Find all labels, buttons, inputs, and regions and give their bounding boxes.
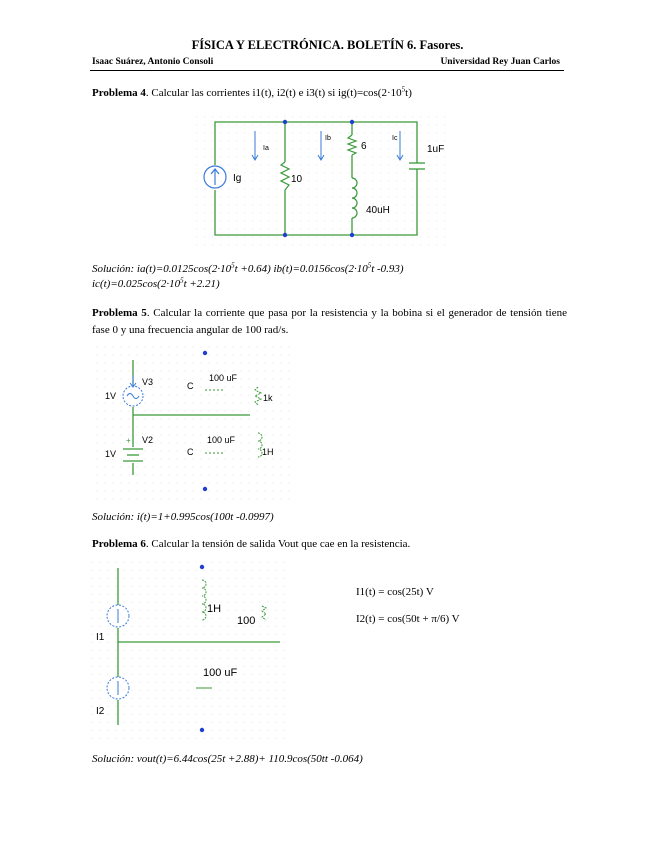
capacitor-value: 1uF [427,144,445,155]
resistor-6-value: 6 [361,141,367,152]
resistor-1k [255,387,261,405]
v2-value: 1V [105,449,117,459]
c-bot-value: 100 uF [207,435,236,445]
problem-4-solution-line-2 [92,277,567,292]
problem-4-label: Problema 4 [92,87,146,99]
ac-source-v3 [123,386,143,406]
ib-label: Ib [325,135,331,142]
grid-dots [97,347,290,500]
c-bot-label: C [187,447,194,457]
capacitor-1uF [409,163,425,169]
nodes [203,351,207,491]
sol4-e3: 5 [180,276,184,285]
c-top-label: C [187,381,194,391]
circuit-problem-5 [95,345,295,500]
ia-label: Ia [263,145,269,152]
v3-label: V3 [142,377,154,387]
c-top-value: 100 uF [209,373,238,383]
problem-6-solution: Solución: vout(t)=6.44cos(25t +2.88)+ 110.9cos(50tt -0.064) [92,753,363,765]
dc-source-v2 [123,449,143,461]
i1-label: I1 [96,632,105,643]
nodes [200,565,204,732]
problem-4-text: . Calcular las corrientes i1(t), i2(t) e i3(t) si ig(t)=cos(2·10 [145,87,402,99]
problem-6-label: Problema 6 [92,538,146,550]
wires [118,568,280,725]
wires [215,122,417,235]
current-source-ig [204,166,226,188]
arrow-v3 [130,375,136,387]
inductor-value: 40uH [366,205,390,216]
resistor-10 [281,162,289,190]
equation-i1: I1(t) = cos(25t) V [356,586,434,598]
problem-5-label: Problema 5 [92,307,147,319]
problem-4-solution-line-1 [92,262,567,277]
sol4-f: t +2.21) [183,278,220,290]
sol4-e1: 5 [231,261,235,270]
sol4-d: ic(t)=0.025cos(2·10 [92,278,181,290]
authors: Isaac Suárez, Antonio Consoli [92,57,214,67]
source-label: Ig [233,173,242,184]
header-rule [90,70,564,71]
page-title: FÍSICA Y ELECTRÓNICA. BOLETÍN 6. Fasores. [191,38,464,52]
current-source-i1 [107,605,129,627]
resistor-6 [348,135,356,155]
problem-4-text-end: t) [405,87,412,99]
problem-4-statement [92,85,567,102]
resistor-value: 1k [263,393,273,403]
equation-i2: I2(t) = cos(50t + π/6) V [356,613,460,625]
inductor-value: 1H [262,447,274,457]
sol4-b: t +0.64) ib(t)=0.0156cos(2·10 [234,263,368,275]
plus-sign: + [126,436,131,445]
circuit-problem-4 [195,115,450,250]
sol4-e2: 5 [367,261,372,270]
sol4-a: Solución: ia(t)=0.0125cos(2·10 [92,263,232,275]
ic-label: Ic [392,135,398,142]
circuit-problem-6 [90,560,290,740]
inductor-40uH [352,178,357,218]
current-source-i2 [107,677,129,699]
problem-4-exponent: 5 [401,85,406,94]
resistor-10-value: 10 [291,174,303,185]
problem-6-statement [92,536,567,553]
grid-dots [92,562,285,739]
v2-label: V2 [142,435,154,445]
problem-5-statement [92,305,567,339]
university: Universidad Rey Juan Carlos [440,57,560,67]
inductor-value: 1H [207,603,222,615]
sol4-c: t -0.93) [371,263,404,275]
problem-5-text: . Calcular la corriente que pasa por la resistencia y la bobina si el generador de tensión tiene fase 0 y una frecuencia angular de 100 rad/s. [92,307,567,336]
i2-label: I2 [96,706,105,717]
resistor-value: 100 [237,615,256,627]
capacitor-value: 100 uF [203,667,238,679]
problem-5-solution: Solución: i(t)=1+0.995cos(100t -0.0997) [92,511,274,523]
resistor-100 [262,606,266,620]
problem-6-text: . Calcular la tensión de salida Vout que cae en la resistencia. [145,538,411,550]
v3-value: 1V [105,391,117,401]
